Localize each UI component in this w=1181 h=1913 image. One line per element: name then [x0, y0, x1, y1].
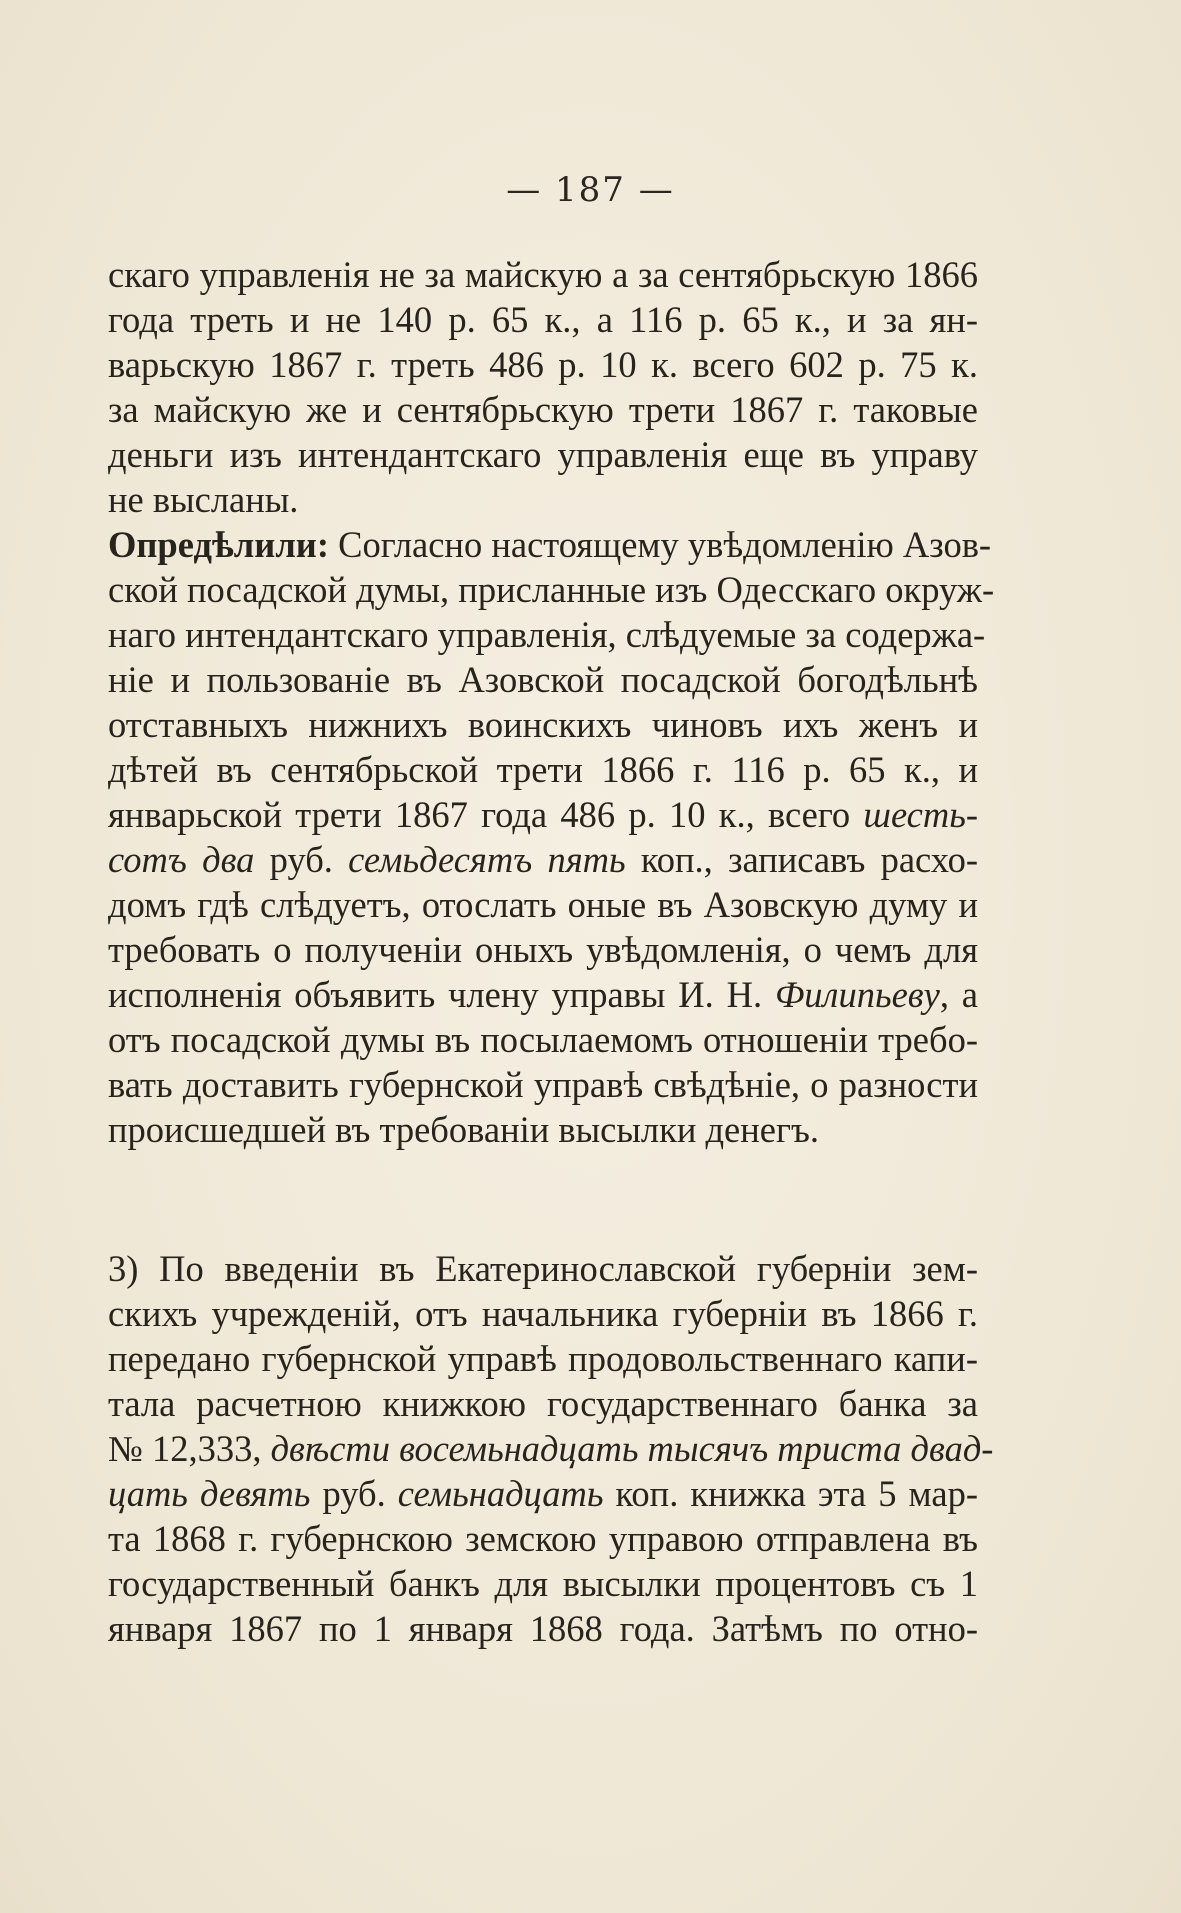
text-line: за майскую же и сентябрьскую трети 1867 г. таковые — [108, 389, 978, 430]
text-line: деньги изъ интендантскаго управленія еще въ управу — [108, 434, 978, 475]
text-line: домъ гдѣ слѣдуетъ, отослать оные въ Азовскую думу и — [108, 884, 978, 925]
text-line — [108, 972, 978, 1017]
text-line — [108, 1426, 994, 1471]
text-line: отставныхъ нижнихъ воинскихъ чиновъ ихъ женъ и — [108, 704, 978, 745]
text-line: государственный банкъ для высылки процентовъ съ 1 — [108, 1563, 978, 1604]
text-line: 3) По введеніи въ Екатеринославской губерніи зем- — [108, 1248, 978, 1289]
text-line: отъ посадской думы въ посылаемомъ отношеніи требо- — [108, 1019, 978, 1060]
text-segment: январьской трети 1867 года 486 р. 10 к., всего — [108, 794, 864, 835]
paragraph-1 — [108, 252, 978, 522]
text-line: не высланы. — [108, 479, 299, 520]
italic-surname: Филипьеву — [774, 974, 940, 1015]
paragraph-3 — [108, 1246, 994, 1651]
italic-amount: двѣсти восемьнадцать тысячъ триста двад- — [270, 1428, 994, 1469]
resolution-heading: Опредѣлили: — [108, 524, 329, 565]
italic-amount: цать девять — [108, 1473, 311, 1514]
text-segment: руб. — [310, 1473, 398, 1514]
text-line — [108, 792, 978, 837]
italic-amount: семьнадцать — [397, 1473, 604, 1514]
text-line: дѣтей въ сентябрьской трети 1866 г. 116 р. 65 к., и — [108, 749, 978, 790]
italic-amount: шесть- — [863, 794, 978, 835]
italic-amount: сотъ два — [108, 839, 255, 880]
text-line: ніе и пользованіе въ Азовской посадской богодѣльнѣ — [108, 659, 978, 700]
text-segment: руб. — [254, 839, 349, 880]
text-line: января 1867 по 1 января 1868 года. Затѣмъ по отно- — [108, 1608, 978, 1649]
text-line: ской посадской думы, присланные изъ Одесскаго окруж- — [108, 569, 995, 610]
text-segment: Согласно настоящему увѣдомленію Азов- — [328, 524, 992, 565]
text-segment: исполненія объявить члену управы И. Н. — [108, 974, 775, 1015]
text-line: происшедшей въ требованіи высылки денегъ. — [108, 1109, 819, 1150]
text-line — [108, 1471, 978, 1516]
text-segment: коп. книжка эта 5 мар- — [603, 1473, 978, 1514]
text-segment: № 12,333, — [108, 1428, 271, 1469]
text-line — [108, 522, 992, 567]
text-line: требовать о полученіи оныхъ увѣдомленія, о чемъ для — [108, 929, 978, 970]
page-number: — 187 — — [506, 170, 675, 210]
text-line: скаго управленія не за майскую а за сентябрьскую 1866 — [108, 254, 978, 295]
text-segment: , а — [939, 974, 978, 1015]
text-line: наго интендантскаго управленія, слѣдуемые за содержа- — [108, 614, 986, 655]
text-line: вать доставить губернской управѣ свѣдѣніе, о разности — [108, 1064, 978, 1105]
text-line: передано губернской управѣ продовольственнаго капи- — [108, 1338, 978, 1379]
paragraph-2 — [108, 522, 995, 1152]
text-line: варьскую 1867 г. треть 486 р. 10 к. всего 602 р. 75 к. — [108, 344, 978, 385]
italic-amount: семьдесятъ пять — [348, 839, 626, 880]
text-line — [108, 837, 978, 882]
text-segment: коп., записавъ расхо- — [625, 839, 979, 880]
text-line: та 1868 г. губернскою земскою управою отправлена въ — [108, 1518, 978, 1559]
text-line: тала расчетною книжкою государственнаго банка за — [108, 1383, 978, 1424]
text-line: скихъ учрежденій, отъ начальника губерніи въ 1866 г. — [108, 1293, 978, 1334]
text-line: года треть и не 140 р. 65 к., а 116 р. 65 к., и за ян- — [108, 299, 978, 340]
